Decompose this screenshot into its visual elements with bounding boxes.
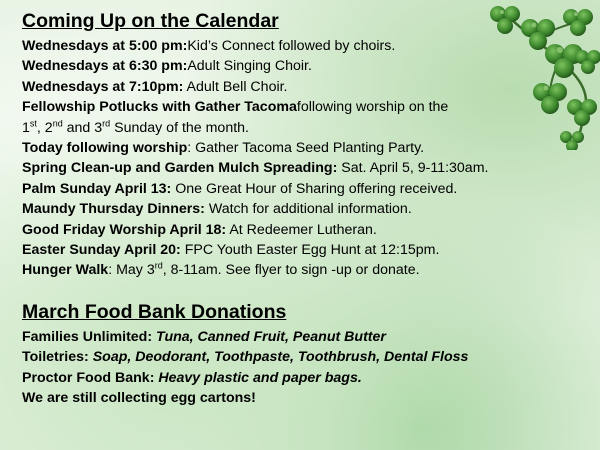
calendar-item: Wednesdays at 6:30 pm:Adult Singing Choir. (22, 58, 312, 75)
announcement-slide (22, 8, 592, 409)
food-bank-item: Families Unlimited: Tuna, Canned Fruit, Peanut Butter (22, 328, 386, 345)
egg-carton-note: We are still collecting egg cartons! (22, 390, 256, 407)
calendar-item: Easter Sunday April 20: FPC Youth Easter Egg Hunt at 12:15pm. (22, 242, 440, 259)
calendar-item: Today following worship: Gather Tacoma Seed Planting Party. (22, 140, 425, 157)
food-bank-heading: March Food Bank Donations (22, 300, 287, 323)
calendar-item: Maundy Thursday Dinners: Watch for additional information. (22, 201, 412, 218)
calendar-item: Spring Clean-up and Garden Mulch Spreading: Sat. April 5, 9-11:30am. (22, 160, 489, 177)
calendar-item: Wednesdays at 7:10pm: Adult Bell Choir. (22, 78, 288, 95)
calendar-item: Fellowship Potlucks with Gather Tacomafollowing worship on the (22, 99, 449, 116)
calendar-item: Wednesdays at 5:00 pm:Kid’s Connect followed by choirs. (22, 38, 396, 54)
food-bank-item: Toiletries: Soap, Deodorant, Toothpaste, Toothbrush, Dental Floss (22, 349, 469, 366)
calendar-item: Hunger Walk: May 3rd, 8-11am. See flyer to sign -up or donate. (22, 260, 420, 279)
calendar-item: Palm Sunday April 13: One Great Hour of Sharing offering received. (22, 180, 458, 197)
calendar-item: Good Friday Worship April 18: At Redeemer Lutheran. (22, 221, 377, 238)
food-bank-item: Proctor Food Bank: Heavy plastic and paper bags. (22, 369, 362, 386)
calendar-heading: Coming Up on the Calendar (22, 10, 279, 32)
calendar-item-continuation: 1st, 2nd and 3rd Sunday of the month. (22, 117, 249, 136)
